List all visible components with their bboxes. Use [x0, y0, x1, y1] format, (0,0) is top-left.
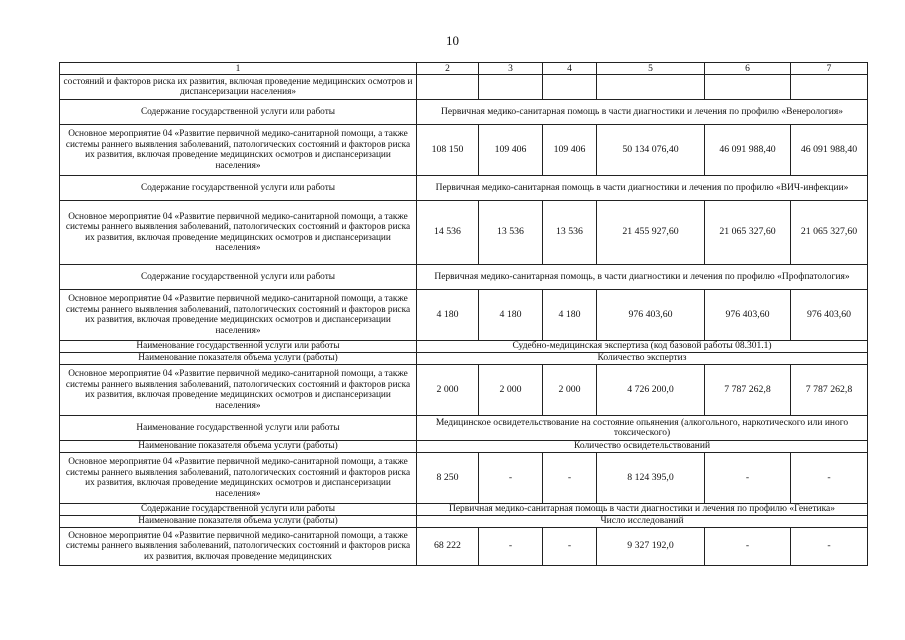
value-cell: 46 091 988,40 [791, 125, 868, 176]
indicator-row [60, 516, 868, 528]
indicator-name: Количество экспертиз [417, 353, 868, 365]
value-cell: 4 726 200,0 [597, 365, 705, 416]
value-cell: 21 455 927,60 [597, 201, 705, 265]
service-row [60, 100, 868, 125]
value-cell: 2 000 [417, 365, 479, 416]
value-cell [597, 75, 705, 100]
value-cell: 9 327 192,0 [597, 528, 705, 566]
service-row [60, 416, 868, 441]
table-row [60, 75, 868, 100]
value-cell: 2 000 [543, 365, 597, 416]
value-cell: 109 406 [543, 125, 597, 176]
event-description: Основное мероприятие 04 «Развитие первичной медико-санитарной помощи, а также системы раннего выявления заболеваний, патологических состояний и факторов риска их развития, включая проведение медицинских осмотров и диспансеризации населения» [60, 453, 417, 504]
value-cell: - [791, 528, 868, 566]
event-description: Основное мероприятие 04 «Развитие первичной медико-санитарной помощи, а также системы раннего выявления заболеваний, патологических состояний и факторов риска их развития, включая проведение медицинских осмотров и диспансеризации населения» [60, 290, 417, 341]
service-name: Первичная медико-санитарная помощь, в части диагностики и лечения по профилю «Профпатология» [417, 265, 868, 290]
page-number: 10 [446, 33, 459, 48]
table-row [60, 125, 868, 176]
header-cell: 5 [597, 63, 705, 75]
value-cell: 2 000 [479, 365, 543, 416]
value-cell: - [705, 453, 791, 504]
value-cell [417, 75, 479, 100]
event-description: состояний и факторов риска их развития, включая проведение медицинских осмотров и диспансеризации населения» [60, 75, 417, 100]
value-cell: 46 091 988,40 [705, 125, 791, 176]
value-cell: - [705, 528, 791, 566]
service-name: Первичная медико-санитарная помощь в части диагностики и лечения по профилю «ВИЧ-инфекции» [417, 176, 868, 201]
event-description: Основное мероприятие 04 «Развитие первичной медико-санитарной помощи, а также системы раннего выявления заболеваний, патологических состояний и факторов риска их развития, включая проведение медицинских осмотров и диспансеризации населения» [60, 365, 417, 416]
service-row [60, 341, 868, 353]
row-label: Наименование показателя объема услуги (работы) [60, 516, 417, 528]
value-cell: 13 536 [543, 201, 597, 265]
indicator-row [60, 441, 868, 453]
indicator-name: Число исследований [417, 516, 868, 528]
event-description: Основное мероприятие 04 «Развитие первичной медико-санитарной помощи, а также системы раннего выявления заболеваний, патологических состояний и факторов риска их развития, включая проведение медицинских [60, 528, 417, 566]
value-cell: 976 403,60 [791, 290, 868, 341]
row-label: Содержание государственной услуги или работы [60, 100, 417, 125]
row-label: Наименование государственной услуги или работы [60, 341, 417, 353]
value-cell: 4 180 [417, 290, 479, 341]
header-cell: 3 [479, 63, 543, 75]
table-row [60, 528, 868, 566]
value-cell: 8 250 [417, 453, 479, 504]
value-cell: 4 180 [479, 290, 543, 341]
service-name: Первичная медико-санитарная помощь в части диагностики и лечения по профилю «Генетика» [417, 504, 868, 516]
row-label: Наименование показателя объема услуги (работы) [60, 353, 417, 365]
service-row [60, 504, 868, 516]
value-cell: 50 134 076,40 [597, 125, 705, 176]
value-cell: 108 150 [417, 125, 479, 176]
table-row [60, 201, 868, 265]
value-cell: 4 180 [543, 290, 597, 341]
indicator-name: Количество освидетельствований [417, 441, 868, 453]
value-cell: - [479, 528, 543, 566]
value-cell: - [543, 528, 597, 566]
value-cell: 21 065 327,60 [705, 201, 791, 265]
row-label: Содержание государственной услуги или работы [60, 504, 417, 516]
table-row [60, 365, 868, 416]
value-cell: 68 222 [417, 528, 479, 566]
row-label: Содержание государственной услуги или работы [60, 265, 417, 290]
indicator-row [60, 353, 868, 365]
service-row [60, 176, 868, 201]
event-description: Основное мероприятие 04 «Развитие первичной медико-санитарной помощи, а также системы раннего выявления заболеваний, патологических состояний и факторов риска их развития, включая проведение медицинских осмотров и диспансеризации населения» [60, 125, 417, 176]
header-cell: 2 [417, 63, 479, 75]
header-cell: 4 [543, 63, 597, 75]
row-label: Содержание государственной услуги или работы [60, 176, 417, 201]
value-cell: 109 406 [479, 125, 543, 176]
header-cell: 6 [705, 63, 791, 75]
budget-table [59, 62, 868, 566]
value-cell: 14 536 [417, 201, 479, 265]
value-cell [543, 75, 597, 100]
value-cell: 13 536 [479, 201, 543, 265]
value-cell: 976 403,60 [705, 290, 791, 341]
event-description: Основное мероприятие 04 «Развитие первичной медико-санитарной помощи, а также системы раннего выявления заболеваний, патологических состояний и факторов риска их развития, включая проведение медицинских осмотров и диспансеризации населения» [60, 201, 417, 265]
value-cell: 976 403,60 [597, 290, 705, 341]
row-label: Наименование государственной услуги или работы [60, 416, 417, 441]
header-cell: 7 [791, 63, 868, 75]
value-cell: 7 787 262,8 [705, 365, 791, 416]
header-row [60, 63, 868, 75]
value-cell: - [791, 453, 868, 504]
value-cell: 8 124 395,0 [597, 453, 705, 504]
value-cell [791, 75, 868, 100]
service-name: Медицинское освидетельствование на состояние опьянения (алкогольного, наркотического или иного токсического) [417, 416, 868, 441]
value-cell: - [543, 453, 597, 504]
value-cell: 21 065 327,60 [791, 201, 868, 265]
service-row [60, 265, 868, 290]
value-cell [705, 75, 791, 100]
service-name: Судебно-медицинская экспертиза (код базовой работы 08.301.1) [417, 341, 868, 353]
header-cell: 1 [60, 63, 417, 75]
value-cell [479, 75, 543, 100]
table-row [60, 453, 868, 504]
table-row [60, 290, 868, 341]
row-label: Наименование показателя объема услуги (работы) [60, 441, 417, 453]
service-name: Первичная медико-санитарная помощь в части диагностики и лечения по профилю «Венерология» [417, 100, 868, 125]
value-cell: - [479, 453, 543, 504]
value-cell: 7 787 262,8 [791, 365, 868, 416]
